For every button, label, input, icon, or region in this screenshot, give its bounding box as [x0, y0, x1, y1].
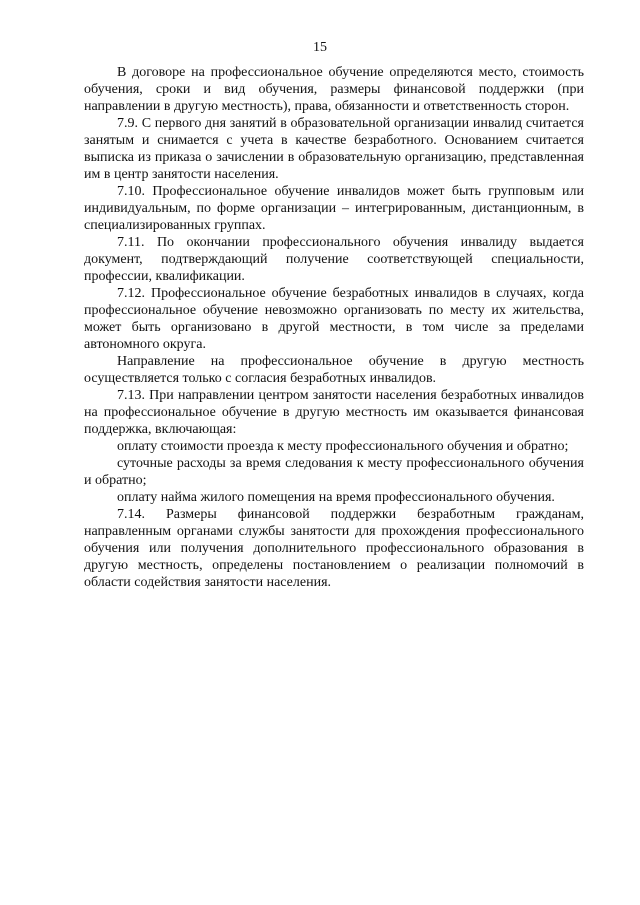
list-item-daily-expenses: суточные расходы за время следования к месту профессионального обучения и обратно; [84, 456, 584, 488]
document-body [84, 64, 584, 591]
paragraph-contract-terms: В договоре на профессиональное обучение определяются место, стоимость обучения, сроки и вид обучения, размеры финансовой поддержки (при направлении в другую местность), права, обязанности и ответственность сторон. [84, 65, 584, 114]
list-item-travel-cost: оплату стоимости проезда к месту профессионального обучения и обратно; [117, 439, 569, 454]
paragraph-7-12: 7.12. Профессиональное обучение безработных инвалидов в случаях, когда профессиональное обучение невозможно организовать по месту их жительства, может быть организовано в другой местности, в том числе за пределами автономного округа. [84, 286, 584, 352]
paragraph-7-14: 7.14. Размеры финансовой поддержки безработным гражданам, направленным органами службы занятости для прохождения профессионального обучения или получения дополнительного профессионального образования в другую местность, определены постановлением о реализации полномочий в области содействия занятости населения. [84, 507, 584, 590]
list-item-housing-rent: оплату найма жилого помещения на время профессионального обучения. [117, 490, 555, 505]
paragraph-7-13: 7.13. При направлении центром занятости населения безработных инвалидов на профессиональное обучение в другую местность им оказывается финансовая поддержка, включающая: [84, 388, 584, 437]
paragraph-7-9: 7.9. С первого дня занятий в образовательной организации инвалид считается занятым и снимается с учета в качестве безработного. Основанием считается выписка из приказа о зачислении в образовательную организацию, представленная им в центр занятости населения. [84, 116, 584, 182]
paragraph-7-11: 7.11. По окончании профессионального обучения инвалиду выдается документ, подтверждающий получение соответствующей специальности, профессии, квалификации. [84, 235, 584, 284]
paragraph-7-10: 7.10. Профессиональное обучение инвалидов может быть групповым или индивидуальным, по форме организации – интегрированным, дистанционным, в специализированных группах. [84, 184, 584, 233]
page-number: 15 [313, 40, 327, 55]
paragraph-direction-consent: Направление на профессиональное обучение в другую местность осуществляется только с согласия безработных инвалидов. [84, 354, 584, 386]
